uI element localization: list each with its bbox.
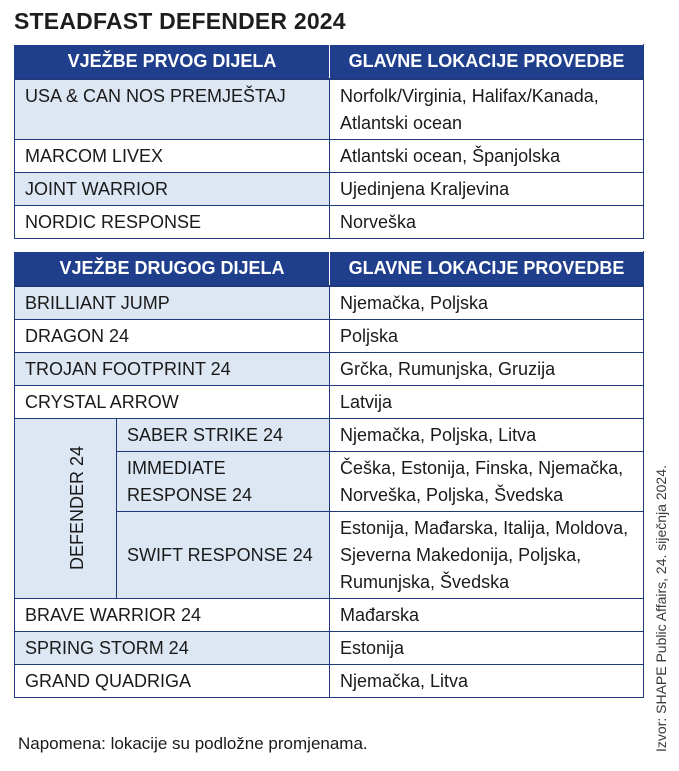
table-row: [15, 140, 644, 173]
table-row: [15, 353, 644, 386]
exercise-locations: Estonija, Mađarska, Italija, Moldova, Sjeverna Makedonija, Poljska, Rumunjska, Švedska: [330, 512, 644, 599]
exercise-name: USA & CAN NOS PREMJEŠTAJ: [15, 79, 330, 140]
table-row: [15, 599, 644, 632]
part2-header-locations: GLAVNE LOKACIJE PROVEDBE: [330, 252, 644, 287]
exercise-locations: Grčka, Rumunjska, Gruzija: [330, 353, 644, 386]
exercise-name: SWIFT RESPONSE 24: [117, 512, 330, 599]
part1-table: [14, 44, 644, 239]
exercise-name: IMMEDIATE RESPONSE 24: [117, 452, 330, 512]
table-row: [15, 632, 644, 665]
exercise-name: SABER STRIKE 24: [117, 419, 330, 452]
exercises-table-frame: [14, 44, 643, 698]
table-row: [15, 665, 644, 698]
exercise-locations: Mađarska: [330, 599, 644, 632]
exercise-name: TROJAN FOOTPRINT 24: [15, 353, 330, 386]
table-row: [15, 79, 644, 140]
exercise-name: NORDIC RESPONSE: [15, 206, 330, 239]
exercise-locations: Latvija: [330, 386, 644, 419]
exercise-locations: Njemačka, Poljska, Litva: [330, 419, 644, 452]
part1-header-locations: GLAVNE LOKACIJE PROVEDBE: [330, 45, 644, 80]
part2-table: [14, 251, 644, 698]
exercise-name: MARCOM LIVEX: [15, 140, 330, 173]
table-row: [15, 320, 644, 353]
exercise-locations: Njemačka, Poljska: [330, 286, 644, 320]
exercise-locations: Estonija: [330, 632, 644, 665]
exercise-name: CRYSTAL ARROW: [15, 386, 330, 419]
part1-header-exercise: VJEŽBE PRVOG DIJELA: [15, 45, 330, 80]
table-row: [15, 286, 644, 320]
exercise-name: SPRING STORM 24: [15, 632, 330, 665]
exercise-name: DRAGON 24: [15, 320, 330, 353]
exercise-name: BRILLIANT JUMP: [15, 286, 330, 320]
part2-header-exercise: VJEŽBE DRUGOG DIJELA: [15, 252, 330, 287]
exercise-name: GRAND QUADRIGA: [15, 665, 330, 698]
footnote: Napomena: lokacije su podložne promjenama.: [18, 734, 368, 753]
table-row: [15, 173, 644, 206]
defender-group-text: DEFENDER 24: [67, 445, 88, 571]
table-gap: [14, 239, 643, 251]
table-row: [15, 419, 644, 452]
exercise-locations: Češka, Estonija, Finska, Njemačka, Norveška, Poljska, Švedska: [330, 452, 644, 512]
exercise-name: BRAVE WARRIOR 24: [15, 599, 330, 632]
table-row: [15, 386, 644, 419]
page-title: STEADFAST DEFENDER 2024: [14, 8, 346, 34]
defender-group-label: [15, 419, 117, 599]
exercise-locations: Norveška: [330, 206, 644, 239]
exercise-locations: Poljska: [330, 320, 644, 353]
exercise-locations: Ujedinjena Kraljevina: [330, 173, 644, 206]
exercise-locations: Atlantski ocean, Španjolska: [330, 140, 644, 173]
exercise-locations: Njemačka, Litva: [330, 665, 644, 698]
exercise-locations: Norfolk/Virginia, Halifax/Kanada, Atlantski ocean: [330, 79, 644, 140]
table-row: [15, 206, 644, 239]
source-credit-text: Izvor: SHAPE Public Affairs, 24. siječnja 2024.: [653, 465, 669, 752]
exercise-name: JOINT WARRIOR: [15, 173, 330, 206]
